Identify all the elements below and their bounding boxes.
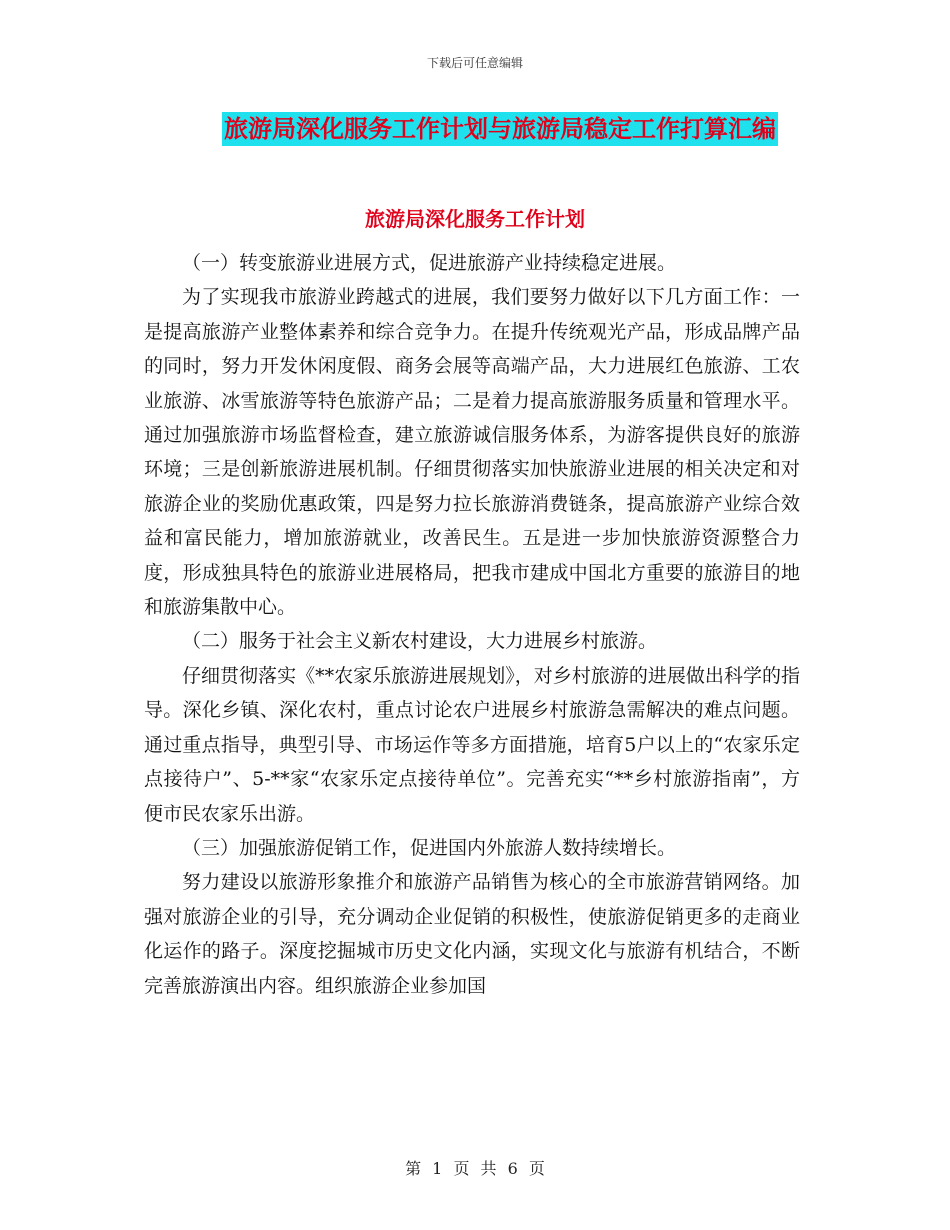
page-header-note: 下载后可任意编辑 xyxy=(426,56,523,70)
paragraph-body-2: 仔细贯彻落实《**农家乐旅游进展规划》，对乡村旅游的进展做出科学的指导。深化乡镇、深化农村，重点讨论农户进展乡村旅游急需解决的难点问题。通过重点指导，典型引导、市场运作等多方面措施，培育5户以上的“农家乐定点接待户”、5-**家“农家乐定点接待单位”。完善充实“**乡村旅游指南”，方便市民农家乐出游。 xyxy=(144,664,800,825)
paragraph-heading-1: （一）转变旅游业进展方式，促进旅游产业持续稳定进展。 xyxy=(182,252,677,274)
document-title: 旅游局深化服务工作计划与旅游局稳定工作打算汇编 xyxy=(222,112,778,146)
document-title-container xyxy=(0,112,950,146)
paragraph-body-3: 努力建设以旅游形象推介和旅游产品销售为核心的全市旅游营销网络。加强对旅游企业的引导，充分调动企业促销的积极性，使旅游促销更多的走商业化运作的路子。深度挖掘城市历史文化内涵，实现文化与旅游有机结合，不断完善旅游演出内容。组织旅游企业参加国 xyxy=(144,871,800,997)
section-title: 旅游局深化服务工作计划 xyxy=(365,207,585,231)
paragraph-heading-2: （二）服务于社会主义新农村建设，大力进展乡村旅游。 xyxy=(182,630,658,653)
document-body xyxy=(144,246,800,1003)
paragraph-body-1: 为了实现我市旅游业跨越式的进展，我们要努力做好以下几方面工作：一是提高旅游产业整体素养和综合竞争力。在提升传统观光产品，形成品牌产品的同时，努力开发休闲度假、商务会展等高端产品，大力进展红色旅游、工农业旅游、冰雪旅游等特色旅游产品；二是着力提高旅游服务质量和管理水平。通过加强旅游市场监督检查，建立旅游诚信服务体系，为游客提供良好的旅游环境；三是创新旅游进展机制。仔细贯彻落实加快旅游业进展的相关决定和对旅游企业的奖励优惠政策，四是努力拉长旅游消费链条，提高旅游产业综合效益和富民能力，增加旅游就业，改善民生。五是进一步加快旅游资源整合力度，形成独具特色的旅游业进展格局，把我市建成中国北方重要的旅游目的地和旅游集散中心。 xyxy=(144,286,800,619)
page-number-footer: 第 1 页 共 6 页 xyxy=(405,1159,545,1178)
paragraph-heading-3: （三）加强旅游促销工作，促进国内外旅游人数持续增长。 xyxy=(182,836,677,859)
